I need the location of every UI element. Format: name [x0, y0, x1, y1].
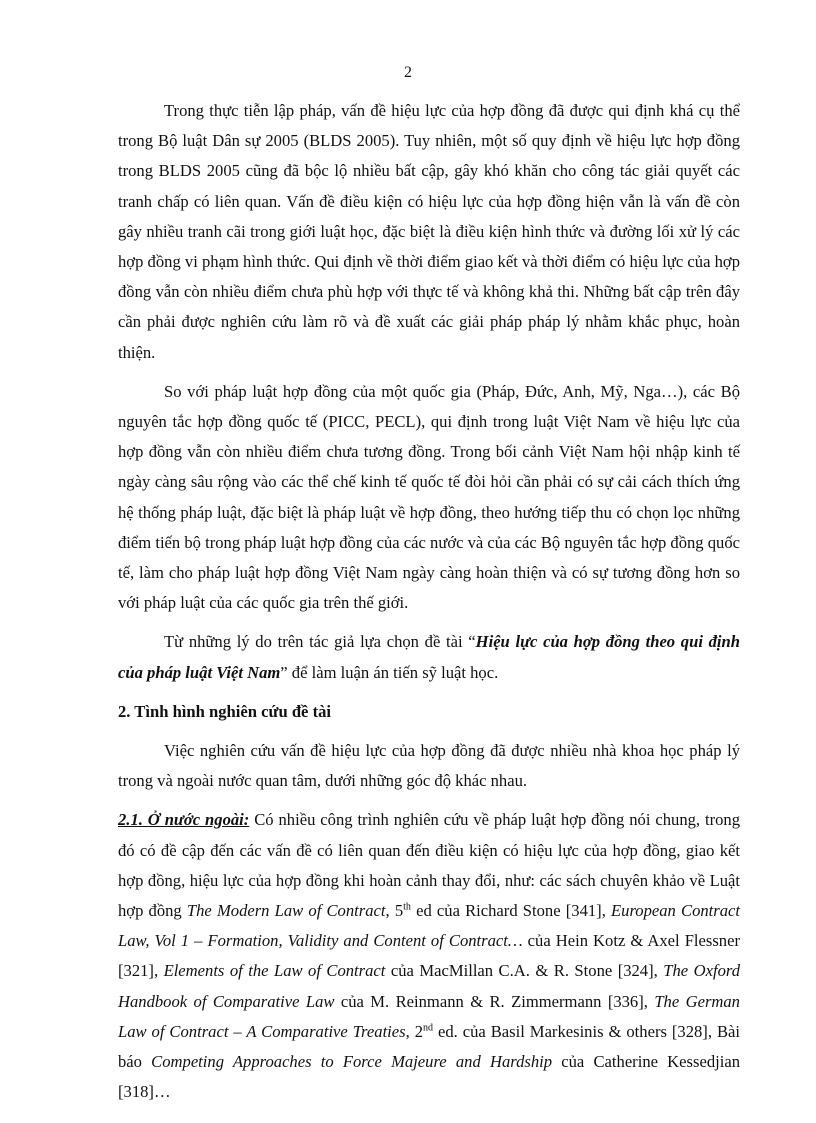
- text-run: Có nhiều công trình nghiên cứu về pháp luật hợp đồng nói chung, trong đó có đề cập đến các vấn đề có liên quan đến điều kiện có hiệu lực của hợp đồng, giao kết hợp đồng, hiệu lực của hợp đồng khi hoàn cảnh thay đổi, như: các sách chuyên khảo về Luật hợp đồng: [118, 810, 741, 921]
- section-heading-research-status: 2. Tình hình nghiên cứu đề tài: [118, 701, 332, 721]
- thesis-title: Hiệu lực của hợp đồng theo qui định của pháp luật Việt Nam: [118, 632, 740, 682]
- superscript: th: [403, 901, 411, 913]
- text-run: ed của Richard Stone [341],: [410, 901, 612, 921]
- paragraph-research-overview: Việc nghiên cứu vấn đề hiệu lực của hợp đồng đã được nhiều nhà khoa học pháp lý trong và ngoài nước quan tâm, dưới những góc độ khác nhau.: [118, 741, 740, 791]
- page-number: 2: [404, 64, 412, 81]
- text-run: của M. Reinmann & R. Zimmermann [336],: [334, 991, 655, 1011]
- paragraph-comparison: So với pháp luật hợp đồng của một quốc gia (Pháp, Đức, Anh, Mỹ, Nga…), các Bộ nguyên tắc hợp đồng quốc tế (PICC, PECL), qui định trong luật Việt Nam về hiệu lực của hợp đồng vẫn còn nhiều điểm chưa tương đồng. Trong bối cảnh Việt Nam hội nhập kinh tế ngày càng sâu rộng vào các thể chế kinh tế quốc tế đòi hỏi cần phải có sự cải cách thích ứng hệ thống pháp luật, đặc biệt là pháp luật về hợp đồng, theo hướng tiếp thu có chọn lọc những điểm tiến bộ trong pháp luật hợp đồng của các nước và của các Bộ nguyên tắc hợp đồng quốc tế, làm cho pháp luật hợp đồng Việt Nam ngày càng hoàn thiện và có sự tương đồng hơn so với pháp luật của các quốc gia trên thế giới.: [118, 381, 740, 613]
- text-run: ed. của Basil Markesinis & others [328], Bài báo: [118, 1021, 740, 1072]
- superscript: nd: [423, 1022, 434, 1034]
- article-title: Competing Approaches to Force Majeure and Hardship: [151, 1052, 553, 1072]
- text-run: của MacMillan C.A. & R. Stone [324],: [385, 961, 664, 981]
- text-run: , 5: [385, 901, 404, 921]
- book-title: The Modern Law of Contract: [186, 901, 386, 921]
- paragraph-thesis-topic: [118, 627, 740, 687]
- paragraph-foreign-research: [118, 805, 740, 1107]
- document-body: [118, 96, 740, 1117]
- subsection-label-abroad: 2.1. Ở nước ngoài:: [118, 810, 250, 830]
- book-title: The German Law of Contract – A Comparative Treaties: [118, 991, 740, 1041]
- paragraph-legislative-practice: Trong thực tiễn lập pháp, vấn đề hiệu lực của hợp đồng đã được qui định khá cụ thể trong Bộ luật Dân sự 2005 (BLDS 2005). Tuy nhiên, một số quy định về hiệu lực hợp đồng trong BLDS 2005 cũng đã bộc lộ nhiều bất cập, gây khó khăn cho công tác giải quyết các tranh chấp có liên quan. Vấn đề điều kiện có hiệu lực của hợp đồng hiện vẫn là vấn đề còn gây nhiều tranh cãi trong giới luật học, đặc biệt là điều kiện hình thức và đường lối xử lý các hợp đồng vi phạm hình thức. Qui định về thời điểm giao kết và thời điểm có hiệu lực của hợp đồng vẫn còn nhiều điểm chưa phù hợp với thực tế và không khả thi. Những bất cập trên đây cần phải được nghiên cứu làm rõ và đề xuất các giải pháp pháp lý nhằm khắc phục, hoàn thiện.: [118, 101, 740, 362]
- text-run: của Hein Kotz & Axel Flessner [321],: [118, 931, 740, 981]
- book-title: European Contract Law, Vol 1 – Formation, Validity and Content of Contract…: [118, 901, 741, 951]
- topic-intro: Từ những lý do trên tác giả lựa chọn đề tài “: [164, 632, 476, 652]
- text-run: , 2: [405, 1021, 424, 1041]
- topic-outro: ” để làm luận án tiến sỹ luật học.: [280, 662, 499, 682]
- text-run: của Catherine Kessedjian [318]…: [118, 1052, 740, 1102]
- book-title: The Oxford Handbook of Comparative Law: [118, 961, 740, 1011]
- book-title: Elements of the Law of Contract: [163, 961, 386, 981]
